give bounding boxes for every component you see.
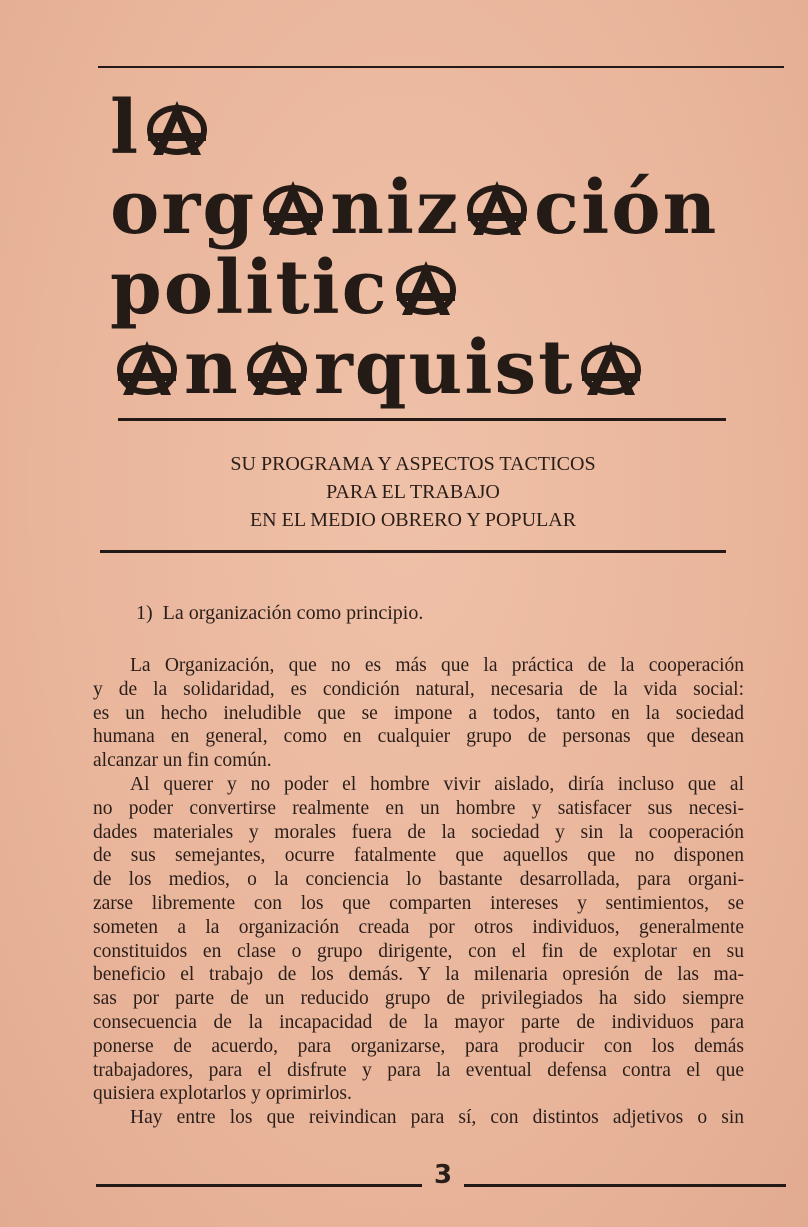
circled-a-icon	[578, 337, 644, 399]
body-line: humana en general, como en cualquier grupo de personas que desean	[93, 726, 744, 748]
body-line: Hay entre los que reivindican para sí, con distintos adjetivos o sin	[130, 1107, 744, 1129]
title-text: rquist	[313, 325, 575, 411]
body-line: ponerse de acuerdo, para organizarse, para producir con los demás	[93, 1035, 744, 1057]
title-text: ción	[534, 165, 719, 251]
body-line: sas por parte de un reducido grupo de privilegiados ha sido siempre	[93, 988, 744, 1010]
title-text: niz	[330, 165, 461, 251]
body-line: constituidos en clase o grupo dirigente, con el fin de explotar en su	[93, 940, 744, 962]
title-line-4	[110, 325, 770, 411]
page-number: 3	[433, 1160, 453, 1190]
body-line: quisiera explotarlos y oprimirlos.	[93, 1083, 352, 1105]
footer-rule-right	[464, 1184, 786, 1187]
body-line: dades materiales y morales fuera de la sociedad y sin la cooperación	[93, 821, 744, 843]
body-line: no poder convertirse realmente en un hombre y satisfacer sus necesi-	[93, 797, 744, 819]
circled-a-icon	[393, 257, 459, 319]
top-rule	[98, 66, 784, 68]
subtitle-bottom-rule	[100, 550, 726, 553]
circled-a-icon	[144, 97, 210, 159]
footer-rule-left	[96, 1184, 422, 1187]
circled-a-icon	[260, 177, 326, 239]
section-heading	[136, 602, 423, 625]
circled-a-icon	[114, 337, 180, 399]
title-bottom-rule	[118, 418, 726, 421]
body-line: trabajadores, para el disfrute y para la eventual defensa contra el que	[93, 1059, 744, 1081]
body-line: alcanzar un fin común.	[93, 750, 272, 772]
title-line-2	[110, 165, 770, 251]
body-line: beneficio el trabajo de los demás. Y la milenaria opresión de las ma-	[93, 964, 744, 986]
title-text: n	[184, 325, 240, 411]
page-footer	[96, 1160, 786, 1192]
body-line: someten a la organización creada por otros individuos, generalmente	[93, 916, 744, 938]
body-line: de sus semejantes, ocurre fatalmente que aquellos que no disponen	[93, 845, 744, 867]
section-number: 1)	[136, 602, 153, 624]
document-title	[110, 85, 770, 411]
body-line: y de la solidaridad, es condición natural, necesaria de la vida social:	[93, 678, 744, 700]
subtitle-line: PARA EL TRABAJO	[326, 481, 500, 503]
body-line: La Organización, que no es más que la práctica de la cooperación	[130, 655, 744, 676]
subtitle	[100, 450, 726, 534]
section-title: La organización como principio.	[162, 602, 424, 624]
circled-a-icon	[244, 337, 310, 399]
subtitle-line: EN EL MEDIO OBRERO Y POPULAR	[249, 509, 577, 531]
title-text: politic	[110, 245, 389, 331]
circled-a-icon	[464, 177, 530, 239]
body-line: de los medios, o la conciencia lo bastante desarrollada, para organi-	[93, 869, 744, 891]
title-text: org	[110, 165, 257, 251]
body-line: consecuencia de la incapacidad de la mayor parte de individuos para	[93, 1011, 744, 1033]
body-line: zarse libremente con los que comparten intereses y sentimientos, se	[93, 892, 744, 914]
body-text	[93, 654, 744, 1130]
title-line-1	[110, 85, 770, 171]
body-line: es un hecho ineludible que se impone a todos, tanto en la sociedad	[93, 702, 744, 724]
title-line-3	[110, 245, 770, 331]
subtitle-line: SU PROGRAMA Y ASPECTOS TACTICOS	[230, 453, 596, 475]
body-line: Al querer y no poder el hombre vivir aislado, diría incluso que al	[130, 773, 744, 795]
title-text: l	[110, 85, 141, 171]
